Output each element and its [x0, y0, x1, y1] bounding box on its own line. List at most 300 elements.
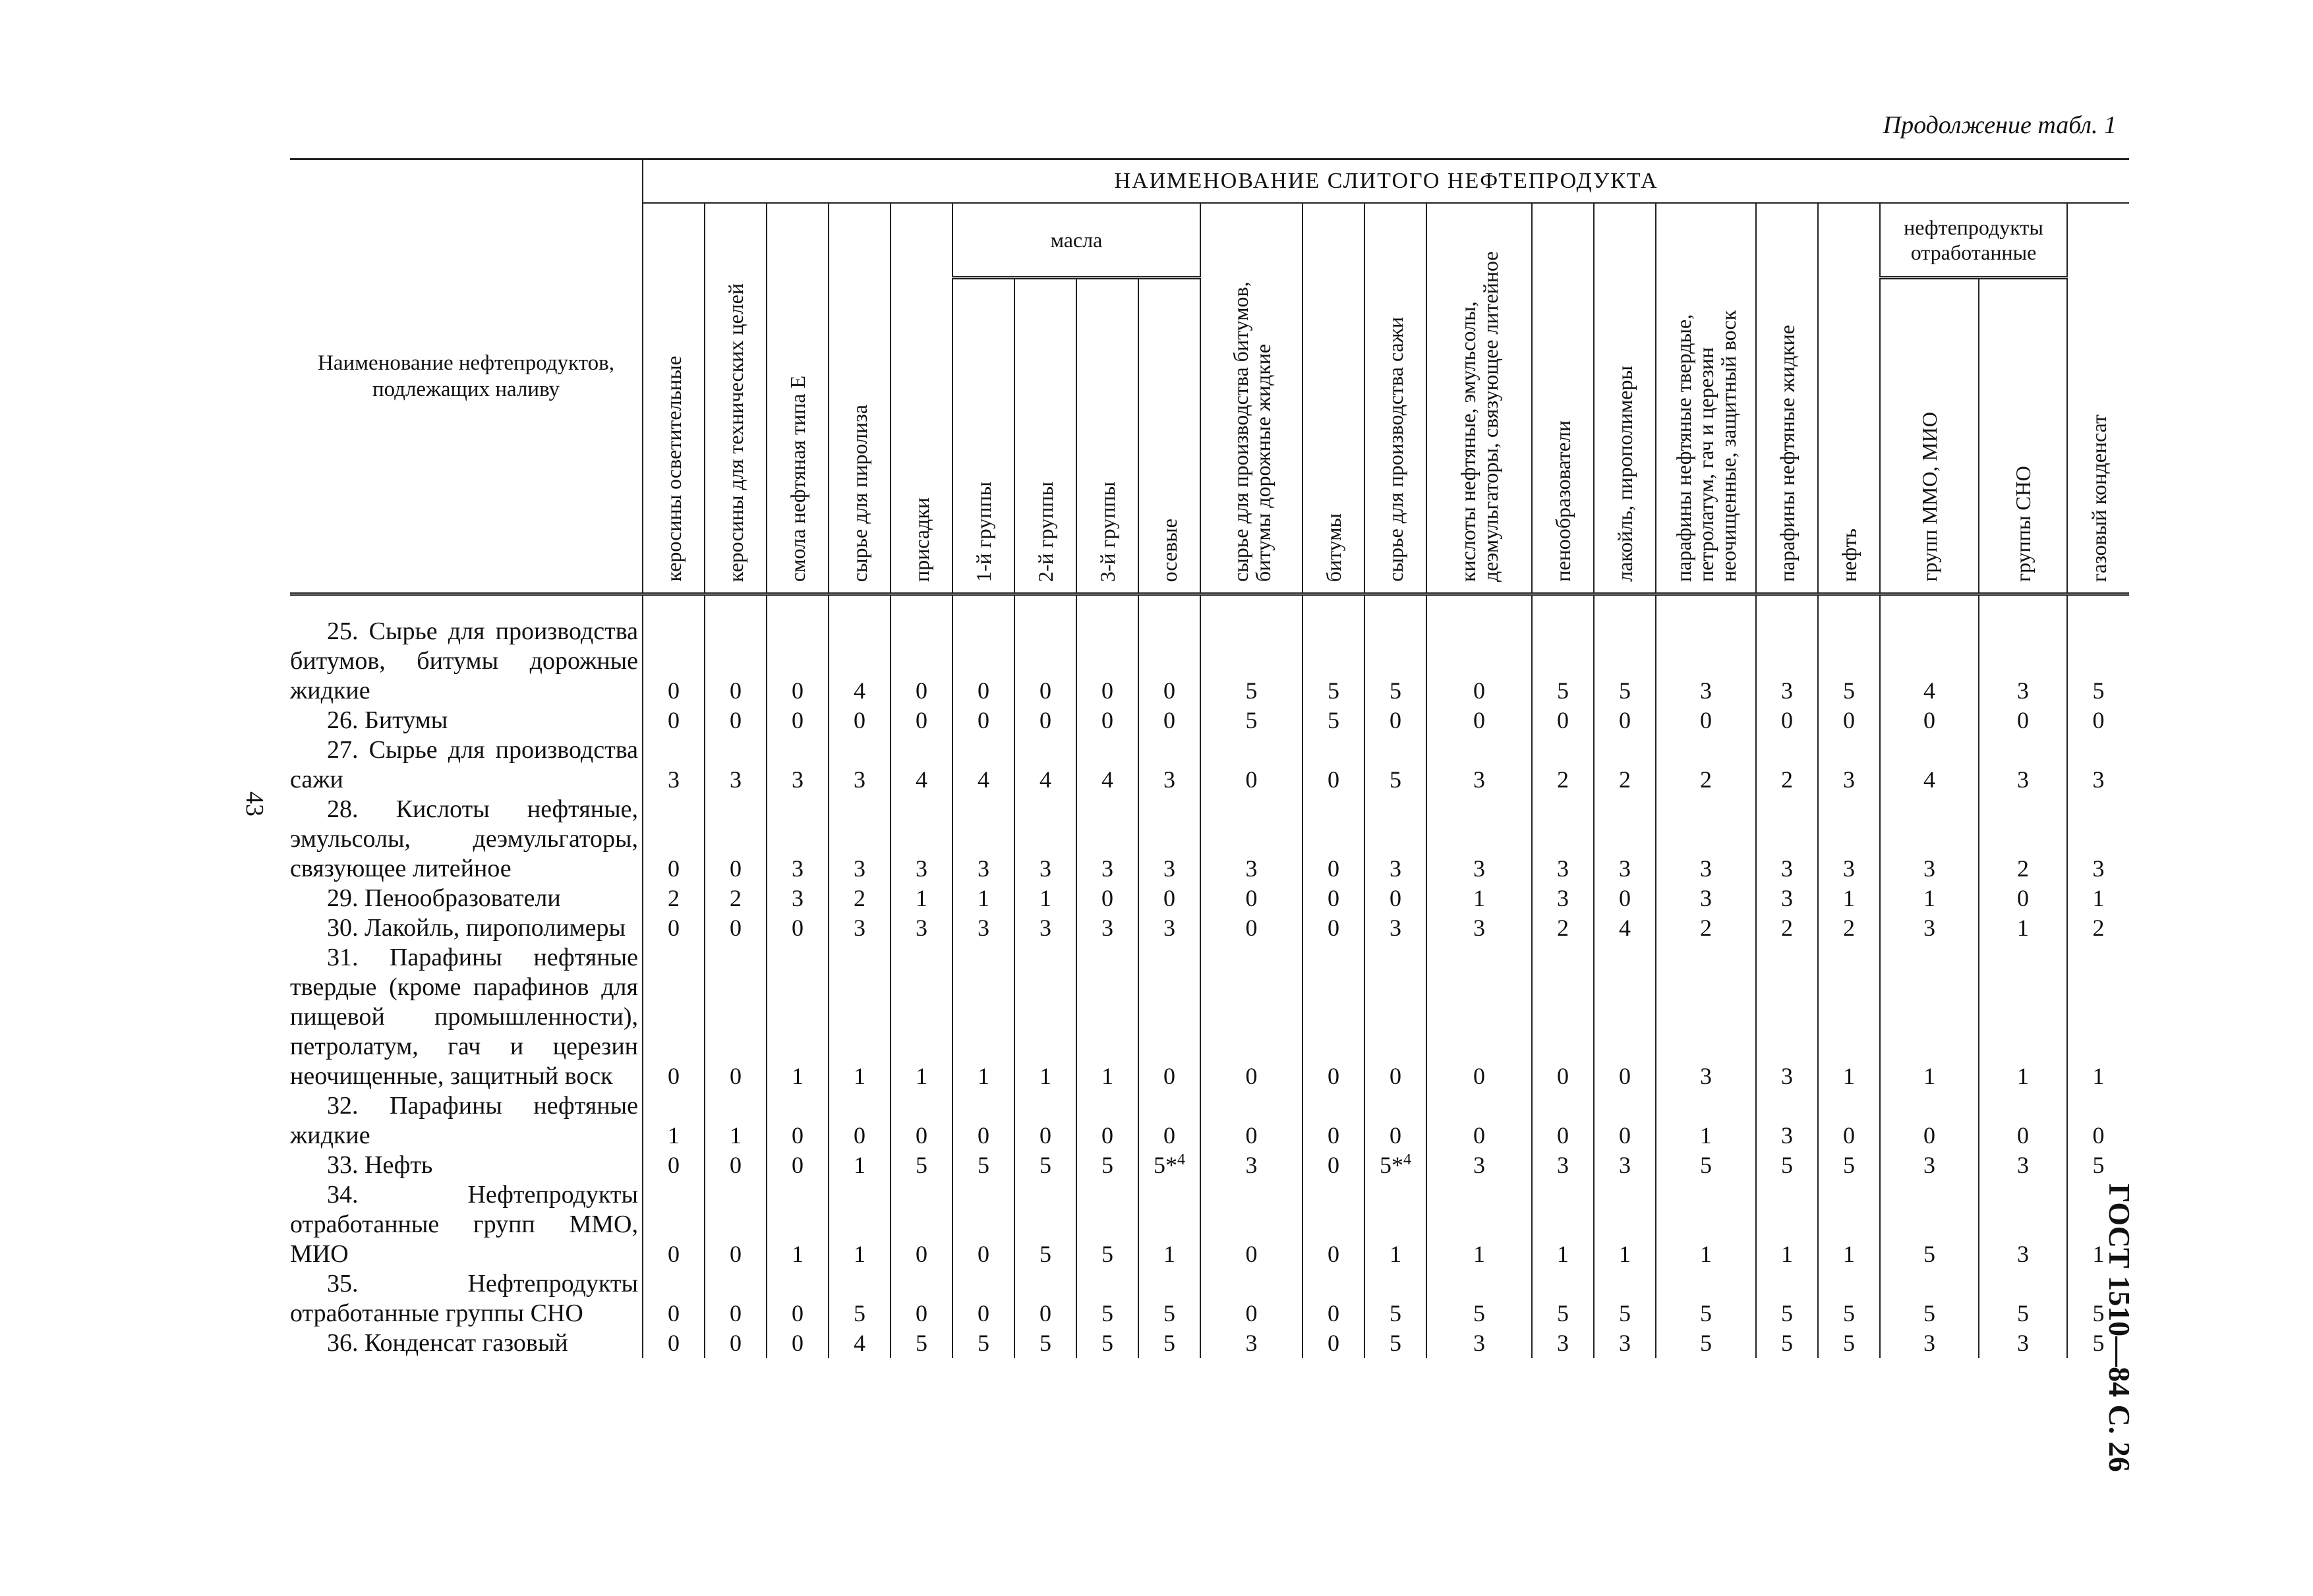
cell-value: 2: [1532, 735, 1594, 795]
row-name-text: 30. Лакойль, пирополимеры: [327, 914, 626, 942]
cell-value: 3: [1426, 795, 1532, 884]
cell-value: 0: [952, 594, 1014, 706]
cell-value: 0: [767, 1269, 829, 1328]
cell-value: 5: [952, 1328, 1014, 1358]
cell-value: 3: [1364, 913, 1426, 943]
column-header-text: битумы: [1322, 513, 1345, 582]
cell-value: 3: [1200, 1328, 1303, 1358]
cell-value: 3: [1979, 594, 2067, 706]
cell-value: 3: [1014, 913, 1076, 943]
cell-value: 0: [1200, 1091, 1303, 1151]
cell-value: 0: [1200, 1269, 1303, 1328]
cell-value: 3: [1656, 943, 1756, 1091]
cell-value: 1: [1364, 1180, 1426, 1269]
cell-value: 2: [643, 884, 705, 913]
cell-value: 1: [1138, 1180, 1200, 1269]
column-header-text: присадки: [910, 498, 933, 582]
row-name: [290, 913, 643, 943]
cell-value: 0: [705, 943, 767, 1091]
cell-value: 0: [1200, 913, 1303, 943]
cell-value: 0: [643, 913, 705, 943]
cell-value: 3: [1532, 1328, 1594, 1358]
cell-value: 0: [1364, 1091, 1426, 1151]
cell-value: 5: [1303, 706, 1364, 735]
table-row: [290, 884, 2129, 913]
cell-value: 0: [1303, 1091, 1364, 1151]
column-header-16: [1656, 203, 1756, 594]
row-name: [290, 1269, 643, 1328]
cell-value: 3: [1594, 795, 1656, 884]
cell-value: 3: [1364, 795, 1426, 884]
cell-value: 5: [891, 1328, 952, 1358]
cell-value: 1: [952, 884, 1014, 913]
column-header-text: групп ММО, МИО: [1918, 412, 1941, 582]
cell-value: 2: [1979, 795, 2067, 884]
cell-value: 0: [1138, 706, 1200, 735]
cell-value: 1: [1426, 884, 1532, 913]
table-row: [290, 1091, 2129, 1151]
cell-value: 3: [1076, 795, 1138, 884]
cell-value: 0: [1656, 706, 1756, 735]
cell-value: 5: [1076, 1328, 1138, 1358]
table-row: [290, 943, 2129, 1091]
cell-value: 0: [1426, 706, 1532, 735]
cell-value: 0: [952, 706, 1014, 735]
table-row: [290, 735, 2129, 795]
cell-value: 0: [2067, 1091, 2129, 1151]
cell-value: 3: [767, 884, 829, 913]
column-header-3: [767, 203, 829, 594]
column-header-text: 2-й группы: [1034, 481, 1057, 582]
cell-value: 3: [1656, 594, 1756, 706]
cell-value: 1: [829, 943, 891, 1091]
cell-value: 0: [952, 1269, 1014, 1328]
cell-value: 5: [1076, 1151, 1138, 1180]
cell-value: 3: [1656, 884, 1756, 913]
cell-value: 5: [891, 1151, 952, 1180]
cell-value: 3: [1756, 795, 1818, 884]
table-row: [290, 1180, 2129, 1269]
cell-value: 3: [1880, 1151, 1979, 1180]
column-header-2: [705, 203, 767, 594]
cell-value: 3: [1880, 913, 1979, 943]
cell-value: 0: [1594, 884, 1656, 913]
cell-value: 4: [829, 1328, 891, 1358]
column-header-text: парафины нефтяные жидкие: [1775, 325, 1799, 582]
cell-value: 0: [767, 913, 829, 943]
cell-value: 0: [1076, 1091, 1138, 1151]
column-header-text: смола нефтяная типа Е: [786, 376, 809, 582]
cell-value: 1: [1532, 1180, 1594, 1269]
cell-value: 2: [1594, 735, 1656, 795]
cell-value: 3: [1138, 735, 1200, 795]
column-header-text: нефть: [1837, 528, 1861, 582]
cell-value: 3: [1818, 735, 1880, 795]
row-name: [290, 735, 643, 795]
cell-value: 0: [1979, 1091, 2067, 1151]
cell-value: 5: [2067, 1151, 2129, 1180]
cell-value: 0: [705, 1328, 767, 1358]
cell-value: 1: [2067, 884, 2129, 913]
row-name-text: 35. Нефтепродукты отработанные группы СНО: [290, 1270, 638, 1327]
row-name-text: 32. Парафины нефтяные жидкие: [290, 1092, 638, 1149]
cell-value: 3: [1756, 594, 1818, 706]
row-name: [290, 1328, 643, 1358]
main-header: НАИМЕНОВАНИЕ СЛИТОГО НЕФТЕПРОДУКТА: [643, 159, 2129, 204]
cell-value: 2: [1756, 735, 1818, 795]
cell-value: 0: [1014, 594, 1076, 706]
cell-value: 0: [1014, 1091, 1076, 1151]
cell-value: 1: [952, 943, 1014, 1091]
cell-value: 3: [829, 735, 891, 795]
cell-value: 5: [829, 1269, 891, 1328]
cell-value: 2: [705, 884, 767, 913]
cell-value: 0: [705, 706, 767, 735]
row-name: [290, 943, 643, 1091]
cell-value: 5: [1594, 1269, 1656, 1328]
cell-value: 3: [891, 795, 952, 884]
cell-value: 5: [1880, 1180, 1979, 1269]
row-name-text: 34. Нефтепродукты отработанные групп ММО, МИО: [290, 1181, 638, 1268]
cell-value: 0: [643, 1180, 705, 1269]
column-header-18: [1818, 203, 1880, 594]
cell-value: 0: [1532, 1091, 1594, 1151]
cell-value: 3: [1426, 1151, 1532, 1180]
cell-value: 3: [1200, 1151, 1303, 1180]
cell-value: 1: [1979, 913, 2067, 943]
cell-value: 3: [1138, 913, 1200, 943]
cell-value: 5: [1979, 1269, 2067, 1328]
cell-value: 3: [952, 913, 1014, 943]
table-body: [290, 594, 2129, 1359]
column-header-6: [952, 278, 1014, 594]
cell-value: 1: [1818, 884, 1880, 913]
cell-value: 0: [1138, 1091, 1200, 1151]
table-row: [290, 913, 2129, 943]
cell-value: 3: [1426, 735, 1532, 795]
cell-value: 0: [1979, 706, 2067, 735]
cell-value: 5: [1532, 594, 1594, 706]
cell-value: 3: [1880, 795, 1979, 884]
cell-value: 5: [1138, 1269, 1200, 1328]
cell-value: 5: [1303, 594, 1364, 706]
cell-value: 0: [1138, 594, 1200, 706]
cell-value: 3: [829, 913, 891, 943]
cell-value: 0: [1880, 1091, 1979, 1151]
row-name-text: 25. Сырье для производства битумов, битумы дорожные жидкие: [290, 617, 638, 704]
cell-value: 0: [1014, 1269, 1076, 1328]
cell-value: 5: [1594, 594, 1656, 706]
cell-value: 3: [2067, 735, 2129, 795]
column-header-text: кислоты нефтяные, эмульсолы, деэмульгаторы, связующее литейное: [1456, 251, 1502, 582]
cell-value: 0: [1138, 884, 1200, 913]
row-name-text: 29. Пенообразователи: [327, 884, 561, 912]
row-header-text: Наименование нефтепродуктов, подлежащих наливу: [318, 351, 614, 401]
cell-value: 0: [891, 1269, 952, 1328]
cell-value: 3: [1532, 884, 1594, 913]
cell-value: 0: [643, 1269, 705, 1328]
cell-value: 3: [1426, 913, 1532, 943]
table-row: [290, 1151, 2129, 1180]
cell-value: 5: [1818, 594, 1880, 706]
cell-value: 3: [767, 735, 829, 795]
cell-value: 0: [1426, 594, 1532, 706]
cell-value: 0: [1979, 884, 2067, 913]
cell-value: 5: [1656, 1269, 1756, 1328]
cell-value: 0: [1200, 735, 1303, 795]
cell-value: 5: [1426, 1269, 1532, 1328]
cell-value: 1: [1818, 943, 1880, 1091]
cell-value: 0: [643, 1151, 705, 1180]
cell-value: 5: [2067, 1328, 2129, 1358]
cell-value: 3: [1594, 1328, 1656, 1358]
table-row: [290, 594, 2129, 706]
cell-value: 0: [1303, 735, 1364, 795]
column-header-text: керосины осветительные: [662, 356, 686, 582]
cell-value: 5: [1014, 1151, 1076, 1180]
cell-value: 0: [1076, 706, 1138, 735]
cell-value: 0: [891, 706, 952, 735]
cell-value: 3: [891, 913, 952, 943]
cell-value: 4: [891, 735, 952, 795]
cell-value: 0: [1818, 706, 1880, 735]
column-header-11: [1303, 203, 1364, 594]
cell-value: 0: [705, 1180, 767, 1269]
cell-value: 5: [1756, 1328, 1818, 1358]
cell-value: 0: [643, 594, 705, 706]
group-header-oils: масла: [952, 203, 1200, 278]
cell-value: 0: [643, 795, 705, 884]
cell-value: 0: [1303, 1328, 1364, 1358]
cell-value: 0: [705, 913, 767, 943]
cell-value: 0: [1303, 913, 1364, 943]
cell-value: 3: [1594, 1151, 1656, 1180]
cell-value: 1: [2067, 943, 2129, 1091]
cell-value: 0: [643, 943, 705, 1091]
cell-value: 1: [829, 1151, 891, 1180]
cell-value: 0: [1426, 1091, 1532, 1151]
cell-value: 0: [1303, 884, 1364, 913]
cell-value: 5: [1014, 1328, 1076, 1358]
continuation-label: Продолжение табл. 1: [1883, 111, 2117, 139]
column-header-21: [2067, 203, 2129, 594]
row-name: [290, 884, 643, 913]
cell-value: 3: [1138, 795, 1200, 884]
page-number: 43: [241, 791, 268, 816]
cell-value: 3: [1979, 1151, 2067, 1180]
column-header-8: [1076, 278, 1138, 594]
cell-value: 3: [1979, 1328, 2067, 1358]
cell-value: 1: [891, 884, 952, 913]
cell-value: 0: [952, 1180, 1014, 1269]
cell-value: 4: [1880, 735, 1979, 795]
cell-value: 0: [891, 1180, 952, 1269]
column-header-4: [829, 203, 891, 594]
column-header-12: [1364, 203, 1426, 594]
cell-value: 0: [1200, 884, 1303, 913]
column-header-text: пенообразователи: [1551, 420, 1575, 582]
cell-value: 1: [1076, 943, 1138, 1091]
cell-value: 0: [767, 1328, 829, 1358]
cell-value: 0: [767, 1091, 829, 1151]
row-name: [290, 594, 643, 706]
cell-value: 2: [1818, 913, 1880, 943]
cell-value: 1: [1426, 1180, 1532, 1269]
cell-value: 5: [1818, 1151, 1880, 1180]
cell-value: 0: [891, 594, 952, 706]
table-row: [290, 706, 2129, 735]
cell-value: 1: [767, 1180, 829, 1269]
group-header-waste-products: нефтепродукты отработанные: [1880, 203, 2067, 278]
cell-value: 3: [1818, 795, 1880, 884]
column-header-text: сырье для производства битумов, битумы дорожные жидкие: [1228, 281, 1275, 582]
cell-value: 1: [1880, 884, 1979, 913]
cell-value: 5*$^4$: [1364, 1151, 1426, 1180]
cell-value: 5: [2067, 1269, 2129, 1328]
row-name-text: 33. Нефть: [327, 1151, 433, 1179]
cell-value: 2: [1756, 913, 1818, 943]
cell-value: 0: [705, 795, 767, 884]
column-header-13: [1426, 203, 1532, 594]
cell-value: 1: [705, 1091, 767, 1151]
cell-value: 0: [1303, 1180, 1364, 1269]
cell-value: 5: [1880, 1269, 1979, 1328]
cell-value: 5: [1364, 1328, 1426, 1358]
column-header-1: [643, 203, 705, 594]
row-name: [290, 1180, 643, 1269]
cell-value: 5: [1364, 1269, 1426, 1328]
cell-value: 4: [1014, 735, 1076, 795]
compatibility-table: [290, 158, 2129, 1358]
cell-value: 0: [705, 1151, 767, 1180]
row-name-text: 36. Конденсат газовый: [327, 1329, 568, 1357]
cell-value: 3: [1656, 795, 1756, 884]
cell-value: 3: [1979, 735, 2067, 795]
column-header-text: 1-й группы: [972, 481, 995, 582]
column-header-10: [1200, 203, 1303, 594]
cell-value: 1: [1014, 943, 1076, 1091]
cell-value: 0: [829, 1091, 891, 1151]
cell-value: 0: [1594, 943, 1656, 1091]
cell-value: 2: [1532, 913, 1594, 943]
cell-value: 1: [891, 943, 952, 1091]
cell-value: 5: [1014, 1180, 1076, 1269]
cell-value: 5: [1076, 1269, 1138, 1328]
cell-value: 3: [952, 795, 1014, 884]
column-header-19: [1880, 278, 1979, 594]
column-header-text: сырье для пиролиза: [848, 404, 871, 582]
cell-value: 3: [1532, 1151, 1594, 1180]
column-header-text: группы СНО: [2011, 465, 2035, 582]
cell-value: 0: [643, 706, 705, 735]
cell-value: 3: [1880, 1328, 1979, 1358]
cell-value: 5: [1656, 1328, 1756, 1358]
column-header-20: [1979, 278, 2067, 594]
table-header: [290, 159, 2129, 594]
cell-value: 0: [1364, 884, 1426, 913]
cell-value: 5: [1200, 706, 1303, 735]
cell-value: 1: [2067, 1180, 2129, 1269]
column-header-14: [1532, 203, 1594, 594]
cell-value: 3: [767, 795, 829, 884]
cell-value: 3: [1076, 913, 1138, 943]
cell-value: 1: [767, 943, 829, 1091]
cell-value: 1: [829, 1180, 891, 1269]
cell-value: 0: [891, 1091, 952, 1151]
row-name-text: 31. Парафины нефтяные твердые (кроме парафинов для пищевой промышленности), петролатум, гач и церезин неочищенные, защитный воск: [290, 944, 638, 1090]
cell-value: 5: [1138, 1328, 1200, 1358]
cell-value: 5: [1364, 735, 1426, 795]
cell-value: 0: [1014, 706, 1076, 735]
cell-value: 1: [1656, 1180, 1756, 1269]
table-row: [290, 795, 2129, 884]
table-row: [290, 1328, 2129, 1358]
cell-value: 3: [1426, 1328, 1532, 1358]
cell-value: 5: [1364, 594, 1426, 706]
cell-value: 3: [1014, 795, 1076, 884]
cell-value: 0: [1138, 943, 1200, 1091]
cell-value: 0: [829, 706, 891, 735]
table-row: [290, 1269, 2129, 1328]
cell-value: 4: [952, 735, 1014, 795]
cell-value: 1: [1818, 1180, 1880, 1269]
cell-value: 0: [1303, 1269, 1364, 1328]
cell-value: 5: [1818, 1269, 1880, 1328]
cell-value: 0: [767, 1151, 829, 1180]
cell-value: 3: [705, 735, 767, 795]
cell-value: 1: [1656, 1091, 1756, 1151]
cell-value: 5*$^4$: [1138, 1151, 1200, 1180]
row-name: [290, 1151, 643, 1180]
cell-value: 0: [952, 1091, 1014, 1151]
cell-value: 0: [1426, 943, 1532, 1091]
cell-value: 5: [1818, 1328, 1880, 1358]
cell-value: 0: [1532, 706, 1594, 735]
cell-value: 3: [643, 735, 705, 795]
cell-value: 5: [1076, 1180, 1138, 1269]
cell-value: 0: [1818, 1091, 1880, 1151]
cell-value: 3: [1979, 1180, 2067, 1269]
compatibility-table-container: [290, 158, 2129, 1358]
cell-value: 3: [1200, 795, 1303, 884]
cell-value: 0: [1076, 884, 1138, 913]
row-name: [290, 706, 643, 735]
document-side-title: ГОСТ 1510—84 С. 26: [2103, 1183, 2136, 1472]
cell-value: 0: [1200, 1180, 1303, 1269]
cell-value: 0: [1532, 943, 1594, 1091]
cell-value: 2: [1656, 913, 1756, 943]
row-name: [290, 795, 643, 884]
cell-value: 2: [2067, 913, 2129, 943]
cell-value: 0: [767, 706, 829, 735]
column-header-text: 3-й группы: [1096, 481, 1119, 582]
cell-value: 5: [1532, 1269, 1594, 1328]
cell-value: 0: [1364, 943, 1426, 1091]
cell-value: 3: [1756, 884, 1818, 913]
cell-value: 2: [829, 884, 891, 913]
cell-value: 0: [705, 1269, 767, 1328]
column-header-5: [891, 203, 952, 594]
cell-value: 0: [1303, 1151, 1364, 1180]
column-header-9: [1138, 278, 1200, 594]
row-name-text: 28. Кислоты нефтяные, эмульсолы, деэмульгаторы, связующее литейное: [290, 795, 638, 882]
cell-value: 1: [1014, 884, 1076, 913]
cell-value: 0: [1756, 706, 1818, 735]
cell-value: 4: [829, 594, 891, 706]
cell-value: 1: [1756, 1180, 1818, 1269]
cell-value: 0: [1880, 706, 1979, 735]
cell-value: 1: [1979, 943, 2067, 1091]
